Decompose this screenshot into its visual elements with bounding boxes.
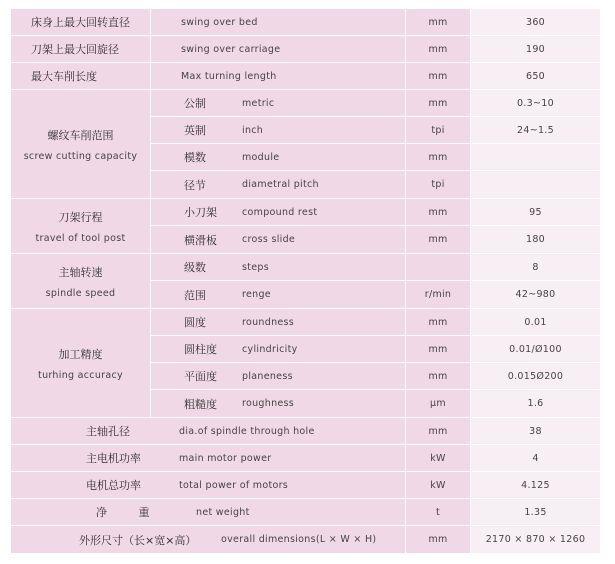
unit-planeness: mm — [405, 362, 470, 389]
unit-main-motor: kW — [405, 444, 470, 471]
value-spindle-bore: 38 — [470, 417, 600, 444]
group-zh-screw-cutting: 螺纹车削范围 — [47, 128, 114, 142]
row-roundness-label: 圆度 roundness — [150, 308, 405, 335]
row-cylindricity-label: 圆柱度 cylindricity — [150, 335, 405, 362]
row-planeness-label: 平面度 planeness — [150, 362, 405, 389]
group-turning-accuracy — [10, 308, 150, 417]
value-roundness: 0.01 — [470, 308, 600, 335]
value-compound-rest: 95 — [470, 198, 600, 225]
group-en-accuracy: turhing accuracy — [38, 369, 123, 381]
value-total-power: 4.125 — [470, 471, 600, 498]
unit-range: r/min — [405, 280, 470, 308]
unit-roughness: μm — [405, 389, 470, 417]
value-max-turning-length: 650 — [470, 62, 600, 89]
group-zh-accuracy: 加工精度 — [58, 347, 103, 361]
value-roughness: 1.6 — [470, 389, 600, 417]
label-zh-swing-over-carriage: 刀架上最大回旋径 — [10, 35, 150, 62]
value-main-motor: 4 — [470, 444, 600, 471]
value-cross-slide: 180 — [470, 225, 600, 253]
unit-steps — [405, 253, 470, 280]
row-metric-label: 公制 metric — [150, 89, 405, 116]
row-diametral-pitch-label: 径节 diametral pitch — [150, 170, 405, 198]
unit-max-turning-length: mm — [405, 62, 470, 89]
unit-total-power: kW — [405, 471, 470, 498]
label-en-max-turning-length: Max turning length — [150, 62, 405, 89]
group-en-spindle-speed: spindle speed — [45, 287, 116, 299]
unit-overall-dimensions: mm — [405, 525, 470, 553]
row-cross-slide-label: 横滑板 cross slide — [150, 225, 405, 253]
value-swing-over-carriage: 190 — [470, 35, 600, 62]
label-zh-swing-over-bed: 床身上最大回转直径 — [10, 8, 150, 35]
row-spindle-bore-label: 主轴孔径 dia.of spindle through hole — [10, 417, 405, 444]
value-metric: 0.3~10 — [470, 89, 600, 116]
group-spindle-speed — [10, 253, 150, 308]
unit-cylindricity: mm — [405, 335, 470, 362]
value-module — [470, 143, 600, 170]
row-net-weight-label: 净 重 net weight — [10, 498, 405, 525]
value-inch: 24~1.5 — [470, 116, 600, 143]
group-zh-travel: 刀架行程 — [58, 210, 103, 224]
row-roughness-label: 粗糙度 roughness — [150, 389, 405, 417]
label-zh-max-turning-length: 最大车削长度 — [10, 62, 150, 89]
row-compound-rest-label: 小刀架 compound rest — [150, 198, 405, 225]
spec-table — [10, 8, 600, 553]
unit-spindle-bore: mm — [405, 417, 470, 444]
label-en-swing-over-bed: swing over bed — [150, 8, 405, 35]
group-en-travel: travel of tool post — [35, 232, 126, 244]
unit-diametral-pitch: tpi — [405, 170, 470, 198]
value-net-weight: 1.35 — [470, 498, 600, 525]
value-range: 42~980 — [470, 280, 600, 308]
unit-compound-rest: mm — [405, 198, 470, 225]
row-total-power-label: 电机总功率 total power of motors — [10, 471, 405, 498]
row-range-label: 范围 renge — [150, 280, 405, 308]
unit-net-weight: t — [405, 498, 470, 525]
row-main-motor-label: 主电机功率 main motor power — [10, 444, 405, 471]
value-overall-dimensions: 2170 × 870 × 1260 — [470, 525, 600, 553]
group-zh-spindle-speed: 主轴转速 — [58, 265, 103, 279]
value-swing-over-bed: 360 — [470, 8, 600, 35]
group-screw-cutting-capacity — [10, 89, 150, 198]
row-overall-dimensions-label: 外形尺寸（长×宽×高） overall dimensions(L × W × H) — [10, 525, 405, 553]
value-cylindricity: 0.01/Ø100 — [470, 335, 600, 362]
group-travel-of-tool-post — [10, 198, 150, 253]
row-steps-label: 级数 steps — [150, 253, 405, 280]
unit-swing-over-carriage: mm — [405, 35, 470, 62]
unit-roundness: mm — [405, 308, 470, 335]
row-inch-label: 英制 inch — [150, 116, 405, 143]
value-diametral-pitch — [470, 170, 600, 198]
unit-module: mm — [405, 143, 470, 170]
unit-swing-over-bed: mm — [405, 8, 470, 35]
row-module-label: 模数 module — [150, 143, 405, 170]
unit-metric: mm — [405, 89, 470, 116]
unit-cross-slide: mm — [405, 225, 470, 253]
label-en-swing-over-carriage: swing over carriage — [150, 35, 405, 62]
group-en-screw-cutting: screw cutting capacity — [23, 150, 138, 162]
unit-inch: tpi — [405, 116, 470, 143]
value-planeness: 0.015Ø200 — [470, 362, 600, 389]
value-steps: 8 — [470, 253, 600, 280]
